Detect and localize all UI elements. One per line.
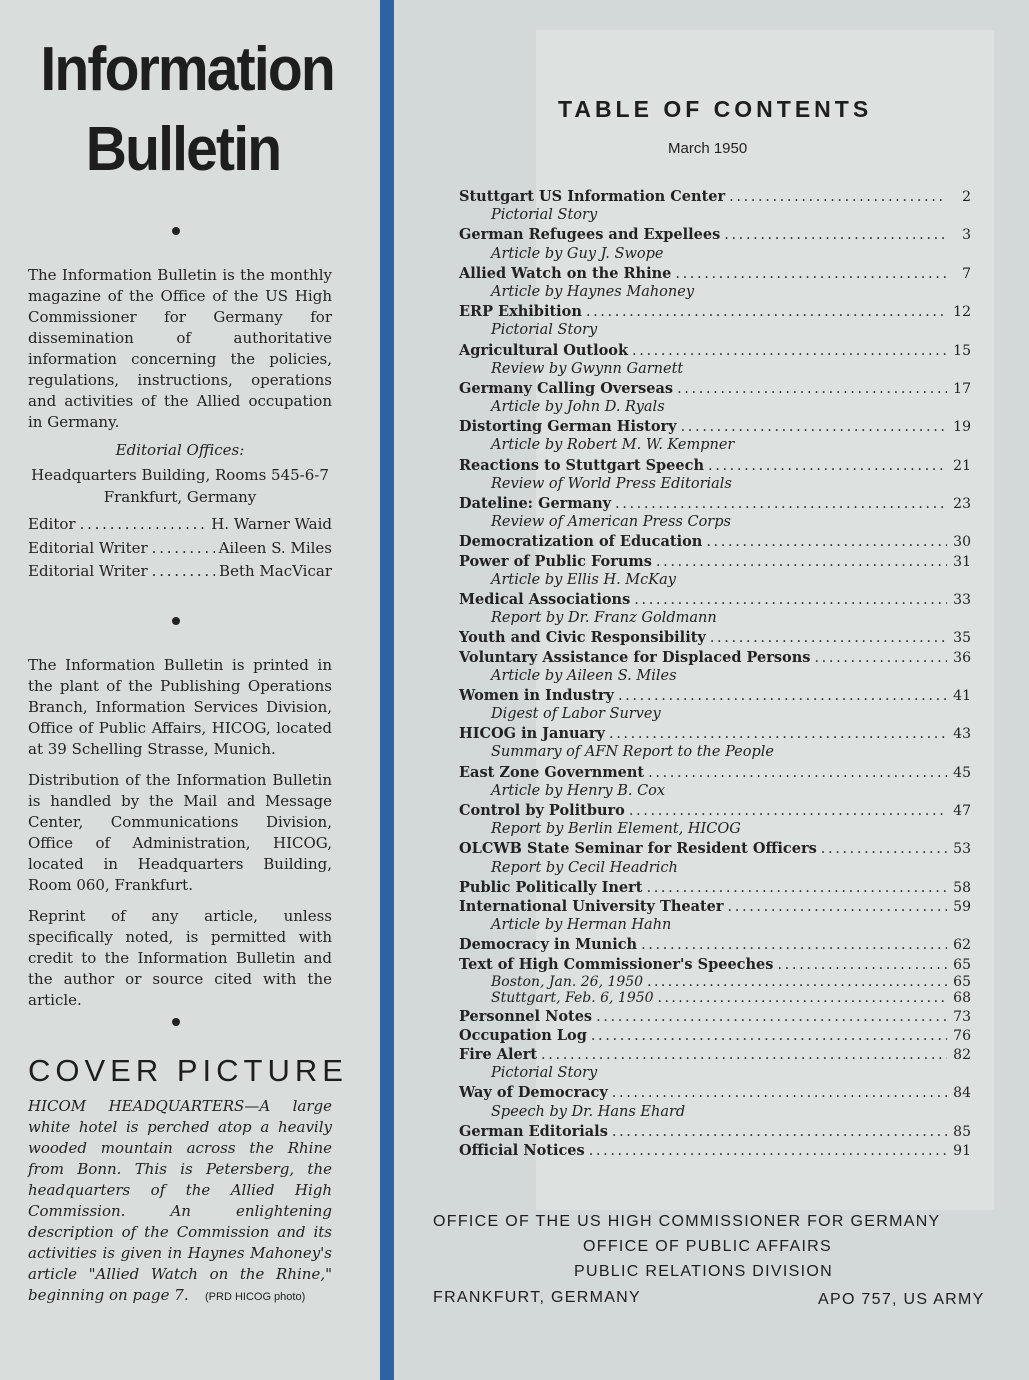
toc-entry bbox=[459, 1045, 971, 1064]
toc-entry-page: 41 bbox=[953, 687, 971, 704]
leader-dots bbox=[708, 457, 947, 476]
toc-entry-page: 65 bbox=[953, 956, 971, 973]
toc-entry bbox=[459, 225, 971, 244]
leader-dots bbox=[710, 629, 947, 648]
toc-entry-subtitle: Article by Robert M. W. Kempner bbox=[491, 437, 735, 454]
toc-entry-subtitle: Article by Henry B. Cox bbox=[491, 782, 666, 799]
toc-entry-title: Medical Associations bbox=[459, 590, 631, 608]
toc-entry-title: Democratization of Education bbox=[459, 533, 703, 551]
toc-entry-page: 43 bbox=[953, 726, 971, 743]
toc-entry-page: 62 bbox=[953, 937, 971, 954]
toc-entry-subtitle: Article by John D. Ryals bbox=[491, 399, 665, 416]
toc-entry-subtitle: Digest of Labor Survey bbox=[491, 706, 661, 723]
toc-entry-page: 12 bbox=[953, 304, 971, 321]
toc-speech-title: Boston, Jan. 26, 1950 bbox=[491, 973, 644, 990]
staff-name: H. Warner Waid bbox=[211, 515, 332, 533]
leader-dots bbox=[724, 226, 947, 245]
address-line2: Frankfurt, Germany bbox=[103, 488, 257, 506]
photo-credit: (PRD HICOG photo) bbox=[205, 1291, 306, 1303]
reprint-paragraph: Reprint of any article, unless specifically noted, is permitted with credit to the Information Bulletin and the author or source cited with the article. bbox=[28, 907, 332, 1009]
toc-entry-page: 84 bbox=[953, 1085, 971, 1102]
leader-dots bbox=[706, 533, 947, 552]
about-paragraph: The Information Bulletin is the monthly magazine of the Office of the US High Commissioner for Germany for dissemination of authoritative information concerning the policies, regulations, instructions, operations and activities of the Allied occupation in Germany. bbox=[28, 266, 332, 431]
toc-entry-page: 73 bbox=[953, 1008, 971, 1025]
toc-entry-subtitle: Article by Haynes Mahoney bbox=[491, 283, 695, 300]
toc-entry-page: 2 bbox=[962, 189, 971, 205]
leader-dots bbox=[612, 1123, 947, 1142]
bullet-divider bbox=[172, 1018, 180, 1026]
toc-entry-page: 35 bbox=[953, 630, 971, 647]
leader-dots bbox=[152, 538, 215, 559]
staff-row bbox=[28, 514, 332, 535]
toc-entry-title: International University Theater bbox=[459, 897, 724, 915]
toc-entry-title: HICOG in January bbox=[459, 725, 605, 743]
leader-dots bbox=[591, 1027, 947, 1046]
toc-entry-page: 19 bbox=[953, 419, 971, 436]
toc-entry-page: 47 bbox=[953, 803, 971, 819]
leader-dots bbox=[641, 936, 947, 955]
leader-dots bbox=[629, 802, 947, 821]
toc-entry-subtitle: Pictorial Story bbox=[491, 322, 598, 339]
footer-division: PUBLIC RELATIONS DIVISION bbox=[574, 1263, 833, 1280]
toc-entry-subtitle: Article by Guy J. Swope bbox=[491, 245, 664, 262]
address-line1: Headquarters Building, Rooms 545-6-7 bbox=[31, 466, 329, 484]
toc-list bbox=[459, 187, 971, 1160]
toc-entry-subtitle: Article by Aileen S. Miles bbox=[491, 667, 677, 684]
toc-entry-subtitle: Report by Cecil Headrich bbox=[491, 859, 678, 876]
leader-dots bbox=[728, 898, 947, 917]
toc-entry bbox=[459, 1007, 971, 1026]
leader-dots bbox=[612, 1084, 947, 1103]
toc-entry-page: 33 bbox=[953, 591, 971, 608]
toc-entry-page: 82 bbox=[953, 1047, 971, 1064]
cover-picture-caption: HICOM HEADQUARTERS—A large white hotel is perched atop a heavily wooded mountain across the Rhine from Bonn. This is Petersberg, the headquarters of the Allied High Commission. An enlightening description of the Commission and its activities is given in Haynes Mahoney's article "Allied Watch on the Rhine," beginning on page 7. bbox=[28, 1097, 332, 1304]
toc-entry bbox=[459, 1122, 971, 1141]
toc-entry-title: Official Notices bbox=[459, 1142, 585, 1159]
toc-entry-page: 3 bbox=[962, 227, 971, 244]
toc-entry-subtitle: Article by Herman Hahn bbox=[491, 917, 672, 934]
leader-dots bbox=[675, 265, 947, 284]
staff-row bbox=[28, 561, 332, 582]
toc-entry bbox=[459, 494, 971, 513]
distribution-paragraph: Distribution of the Information Bulletin is handled by the Mail and Message Center, Communications Division, Office of Administration, HICOG, located in Headquarters Building, Room 060, Frankfurt. bbox=[28, 771, 332, 894]
leader-dots bbox=[677, 380, 947, 399]
toc-entry-page: 36 bbox=[953, 649, 971, 666]
leader-dots bbox=[615, 495, 947, 514]
cover-picture-heading: COVER PICTURE bbox=[28, 1053, 348, 1088]
leader-dots bbox=[647, 879, 948, 898]
leader-dots bbox=[647, 974, 947, 991]
toc-entry bbox=[459, 1083, 971, 1102]
toc-entry-title: Women in Industry bbox=[459, 686, 614, 704]
toc-entry-page: 53 bbox=[953, 841, 971, 858]
toc-entry bbox=[459, 379, 971, 398]
toc-entry bbox=[459, 532, 971, 551]
toc-entry bbox=[459, 187, 971, 206]
staff-role: Editorial Writer bbox=[28, 562, 148, 580]
toc-entry-subtitle: Pictorial Story bbox=[491, 1065, 598, 1082]
leader-dots bbox=[681, 418, 947, 437]
toc-entry bbox=[459, 1141, 971, 1160]
toc-entry bbox=[459, 456, 971, 475]
toc-entry-subtitle: Review by Gwynn Garnett bbox=[491, 360, 684, 377]
toc-entry-title: German Refugees and Expellees bbox=[459, 226, 721, 244]
leader-dots bbox=[821, 840, 947, 859]
masthead-line2: Bulletin bbox=[85, 115, 281, 184]
leader-dots bbox=[596, 1008, 947, 1027]
toc-entry bbox=[459, 590, 971, 609]
leader-dots bbox=[658, 990, 947, 1007]
toc-entry bbox=[459, 686, 971, 705]
toc-entry-page: 59 bbox=[953, 898, 971, 915]
toc-entry-title: Personnel Notes bbox=[459, 1007, 593, 1025]
toc-entry-title: Occupation Log bbox=[459, 1026, 587, 1044]
toc-entry bbox=[459, 302, 971, 321]
leader-dots bbox=[777, 956, 947, 975]
toc-entry-title: Youth and Civic Responsibility bbox=[459, 629, 706, 647]
toc-entry bbox=[459, 763, 971, 782]
toc-entry-title: Way of Democracy bbox=[459, 1084, 608, 1102]
toc-entry-subtitle: Review of American Press Corps bbox=[491, 514, 731, 531]
toc-entry-title: OLCWB State Seminar for Resident Officers bbox=[459, 840, 817, 858]
toc-entry-subtitle: Report by Dr. Franz Goldmann bbox=[491, 610, 717, 627]
leader-dots bbox=[634, 591, 947, 610]
toc-entry-title: Control by Politburo bbox=[459, 802, 625, 819]
toc-entry-subtitle: Summary of AFN Report to the People bbox=[491, 744, 774, 761]
masthead bbox=[40, 30, 334, 190]
staff-role: Editorial Writer bbox=[28, 539, 148, 557]
leader-dots bbox=[80, 514, 208, 535]
toc-entry bbox=[459, 1026, 971, 1045]
toc-entry-subtitle: Pictorial Story bbox=[491, 207, 598, 224]
toc-heading: TABLE OF CONTENTS bbox=[558, 96, 873, 122]
bullet-divider bbox=[172, 227, 180, 235]
toc-entry-title: Allied Watch on the Rhine bbox=[459, 264, 672, 282]
leader-dots bbox=[648, 764, 947, 783]
toc-entry-title: Democracy in Munich bbox=[459, 936, 638, 954]
leader-dots bbox=[618, 687, 947, 706]
toc-entry bbox=[459, 935, 971, 954]
leader-dots bbox=[729, 188, 947, 207]
masthead-line1: Information bbox=[40, 35, 334, 104]
toc-entry-title: Dateline: Germany bbox=[459, 495, 612, 512]
toc-entry-subtitle: Review of World Press Editorials bbox=[491, 475, 732, 492]
printing-paragraph: The Information Bulletin is printed in the plant of the Publishing Operations Branch, Information Services Division, Office of Public Affairs, HICOG, located at 39 Schelling Strasse, Munich. bbox=[28, 656, 332, 758]
leader-dots bbox=[609, 725, 947, 744]
toc-entry-page: 85 bbox=[953, 1123, 971, 1140]
toc-speech-page: 65 bbox=[953, 973, 971, 990]
toc-entry-page: 21 bbox=[953, 457, 971, 474]
leader-dots bbox=[632, 342, 947, 361]
toc-entry-title: Text of High Commissioner's Speeches bbox=[459, 955, 774, 973]
toc-entry-page: 23 bbox=[953, 496, 971, 512]
toc-entry bbox=[459, 724, 971, 743]
toc-entry-page: 31 bbox=[953, 553, 971, 570]
toc-entry bbox=[459, 801, 971, 820]
leader-dots bbox=[656, 553, 947, 572]
toc-entry-page: 45 bbox=[953, 764, 971, 781]
toc-entry-page: 7 bbox=[962, 265, 971, 282]
footer-public-affairs: OFFICE OF PUBLIC AFFAIRS bbox=[583, 1238, 833, 1255]
toc-speech-entry bbox=[459, 990, 971, 1007]
toc-entry bbox=[459, 417, 971, 436]
editorial-offices-label: Editorial Offices: bbox=[115, 441, 245, 459]
toc-entry-title: Stuttgart US Information Center bbox=[459, 188, 726, 205]
toc-entry-title: Power of Public Forums bbox=[459, 552, 652, 570]
toc-entry-title: East Zone Government bbox=[459, 763, 645, 781]
toc-entry-page: 15 bbox=[953, 342, 971, 359]
toc-entry-title: Voluntary Assistance for Displaced Persons bbox=[459, 648, 811, 666]
leader-dots bbox=[541, 1046, 947, 1065]
toc-entry-page: 17 bbox=[953, 380, 971, 397]
toc-date: March 1950 bbox=[668, 140, 748, 157]
footer-city: FRANKFURT, GERMANY bbox=[433, 1289, 642, 1306]
toc-entry-title: Agricultural Outlook bbox=[459, 341, 629, 359]
toc-entry-title: German Editorials bbox=[459, 1122, 608, 1140]
staff-role: Editor bbox=[28, 515, 76, 533]
toc-entry-title: Fire Alert bbox=[459, 1046, 538, 1064]
toc-entry-page: 30 bbox=[953, 534, 971, 551]
toc-entry bbox=[459, 648, 971, 667]
toc-speech-title: Stuttgart, Feb. 6, 1950 bbox=[491, 990, 654, 1007]
toc-entry bbox=[459, 878, 971, 897]
toc-entry bbox=[459, 552, 971, 571]
toc-entry-page: 76 bbox=[953, 1027, 971, 1044]
toc-entry-subtitle: Article by Ellis H. McKay bbox=[491, 571, 676, 588]
leader-dots bbox=[589, 1142, 947, 1161]
toc-entry-title: ERP Exhibition bbox=[459, 303, 582, 321]
toc-speech-entry bbox=[459, 974, 971, 991]
blue-divider bbox=[380, 0, 394, 1380]
toc-entry bbox=[459, 264, 971, 283]
toc-entry-title: Distorting German History bbox=[459, 418, 677, 436]
staff-name: Beth MacVicar bbox=[219, 562, 332, 580]
toc-entry-title: Reactions to Stuttgart Speech bbox=[459, 456, 705, 474]
toc-entry bbox=[459, 341, 971, 360]
leader-dots bbox=[586, 303, 947, 322]
staff-row bbox=[28, 538, 332, 559]
staff-name: Aileen S. Miles bbox=[218, 539, 332, 557]
toc-entry-title: Germany Calling Overseas bbox=[459, 379, 674, 397]
toc-entry bbox=[459, 628, 971, 647]
bullet-divider bbox=[172, 617, 180, 625]
footer-office: OFFICE OF THE US HIGH COMMISSIONER FOR GERMANY bbox=[433, 1213, 941, 1230]
toc-entry-title: Public Politically Inert bbox=[459, 878, 643, 896]
footer-apo: APO 757, US ARMY bbox=[818, 1291, 985, 1308]
toc-entry bbox=[459, 955, 971, 974]
leader-dots bbox=[814, 649, 947, 668]
toc-entry-subtitle: Report by Berlin Element, HICOG bbox=[491, 821, 741, 838]
toc-entry-page: 91 bbox=[953, 1143, 971, 1159]
toc-entry-subtitle: Speech by Dr. Hans Ehard bbox=[491, 1103, 686, 1120]
leader-dots bbox=[152, 561, 215, 582]
toc-speech-page: 68 bbox=[953, 990, 971, 1007]
toc-entry bbox=[459, 839, 971, 858]
toc-entry bbox=[459, 897, 971, 916]
toc-entry-page: 58 bbox=[953, 879, 971, 896]
